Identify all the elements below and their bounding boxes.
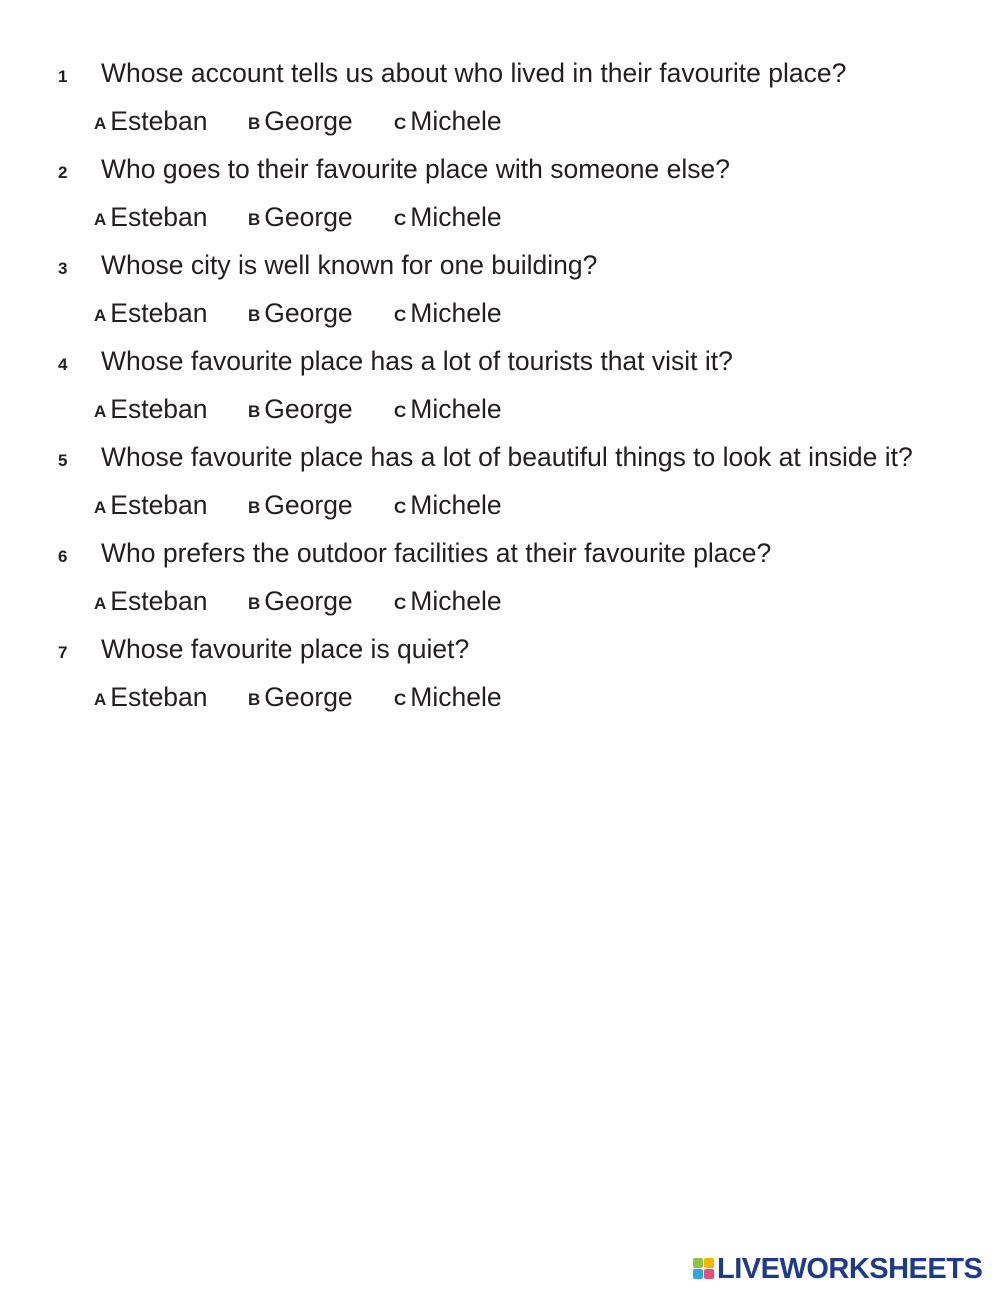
- option-letter: C: [394, 690, 407, 709]
- option-b[interactable]: [248, 682, 353, 713]
- question-line: [0, 288, 1000, 376]
- option-label: Esteban: [110, 586, 208, 616]
- option-letter: B: [248, 114, 261, 133]
- option-letter: A: [94, 402, 107, 421]
- option-letter: C: [394, 498, 407, 517]
- option-label: Michele: [410, 202, 502, 232]
- answer-options: [0, 528, 1000, 616]
- answer-options: [0, 432, 1000, 520]
- question-line: [0, 192, 1000, 280]
- question-line: [0, 384, 1000, 472]
- option-label: Michele: [410, 298, 502, 328]
- option-label: Michele: [410, 490, 502, 520]
- answer-options: [0, 336, 1000, 424]
- question-6: [0, 480, 1000, 616]
- option-label: George: [264, 202, 353, 232]
- option-label: George: [264, 106, 353, 136]
- answer-options: [0, 624, 1000, 712]
- question-line: [0, 0, 1000, 88]
- question-2: [0, 96, 1000, 232]
- option-letter: A: [94, 114, 107, 133]
- option-label: Michele: [410, 394, 502, 424]
- question-text: Whose favourite place has a lot of beautiful things to look at inside it?: [101, 442, 913, 472]
- option-a[interactable]: [94, 682, 208, 713]
- option-letter: B: [248, 402, 261, 421]
- question-number: 7: [58, 643, 68, 662]
- question-line: [0, 96, 1000, 184]
- option-label: Esteban: [110, 298, 208, 328]
- question-text: Who prefers the outdoor facilities at their favourite place?: [101, 538, 772, 568]
- option-label: Esteban: [110, 106, 208, 136]
- option-c[interactable]: [394, 682, 502, 713]
- option-label: Michele: [410, 586, 502, 616]
- question-line: [0, 576, 1000, 664]
- option-label: George: [264, 682, 353, 712]
- question-number: 3: [58, 259, 68, 278]
- option-label: George: [264, 586, 353, 616]
- liveworksheets-branding: [693, 1252, 982, 1286]
- option-letter: C: [394, 114, 407, 133]
- option-label: George: [264, 490, 353, 520]
- option-label: Esteban: [110, 202, 208, 232]
- option-label: George: [264, 394, 353, 424]
- question-text: Whose city is well known for one building?: [101, 250, 598, 280]
- option-letter: A: [94, 690, 107, 709]
- answer-options: [0, 240, 1000, 328]
- question-5: [0, 384, 1000, 520]
- option-letter: B: [248, 594, 261, 613]
- option-letter: C: [394, 306, 407, 325]
- liveworksheets-logo-icon: [693, 1258, 715, 1280]
- question-text: Whose favourite place has a lot of tourists that visit it?: [101, 346, 733, 376]
- answer-options: [0, 48, 1000, 136]
- option-letter: C: [394, 594, 407, 613]
- question-number: 4: [58, 355, 68, 374]
- question-text: Whose favourite place is quiet?: [101, 634, 470, 664]
- question-7: [0, 576, 1000, 712]
- option-label: Michele: [410, 682, 502, 712]
- option-label: Michele: [410, 106, 502, 136]
- option-label: George: [264, 298, 353, 328]
- option-letter: C: [394, 402, 407, 421]
- question-number: 6: [58, 547, 68, 566]
- question-text: Whose account tells us about who lived in their favourite place?: [101, 58, 847, 88]
- question-number: 5: [58, 451, 68, 470]
- option-label: Esteban: [110, 490, 208, 520]
- option-letter: B: [248, 210, 261, 229]
- option-letter: A: [94, 594, 107, 613]
- option-letter: A: [94, 210, 107, 229]
- question-3: [0, 192, 1000, 328]
- question-4: [0, 288, 1000, 424]
- option-letter: C: [394, 210, 407, 229]
- option-letter: A: [94, 306, 107, 325]
- question-text: Who goes to their favourite place with someone else?: [101, 154, 730, 184]
- brand-text: LIVEWORKSHEETS: [717, 1252, 983, 1285]
- option-letter: B: [248, 690, 261, 709]
- question-line: [0, 480, 1000, 568]
- option-letter: B: [248, 498, 261, 517]
- question-number: 1: [58, 67, 68, 86]
- question-1: [0, 0, 1000, 136]
- option-label: Esteban: [110, 394, 208, 424]
- option-label: Esteban: [110, 682, 208, 712]
- option-letter: B: [248, 306, 261, 325]
- option-letter: A: [94, 498, 107, 517]
- question-number: 2: [58, 163, 68, 182]
- answer-options: [0, 144, 1000, 232]
